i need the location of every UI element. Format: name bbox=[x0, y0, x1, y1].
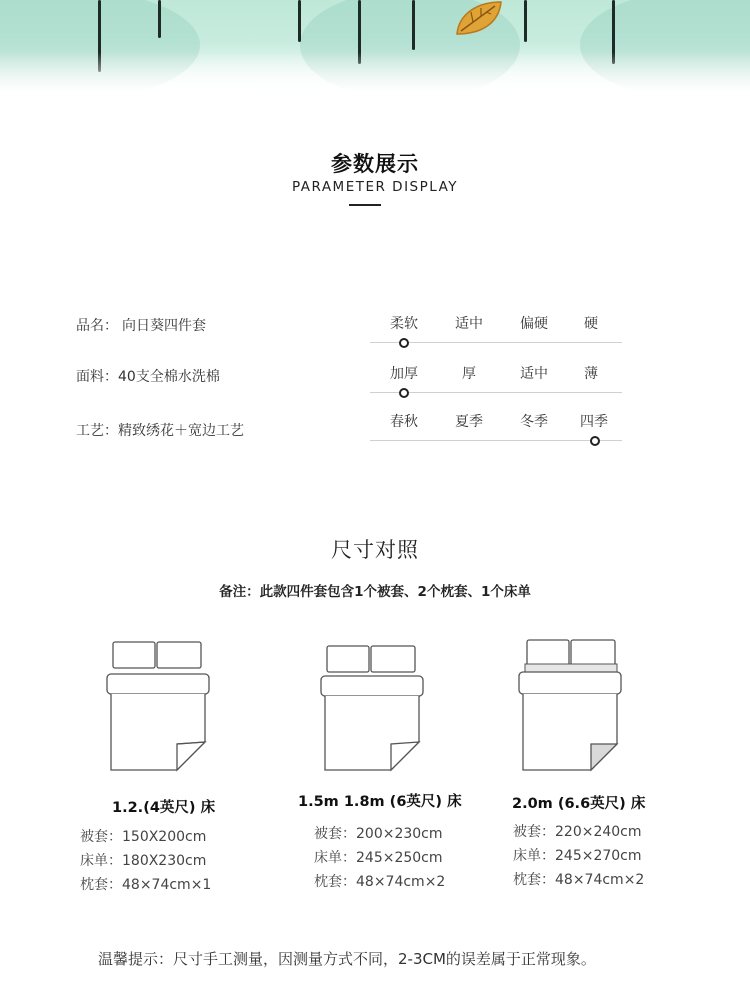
scale-option: 厚 bbox=[462, 366, 476, 382]
softness-scale bbox=[370, 313, 622, 343]
scale-option: 加厚 bbox=[390, 366, 418, 382]
sheet-size: 床单：245×250cm bbox=[314, 850, 443, 866]
sheet-size: 床单：245×270cm bbox=[513, 848, 642, 864]
bed-name-1-5-1-8: 1.5m 1.8m (6英尺) 床 bbox=[298, 794, 462, 810]
scale-option: 硬 bbox=[584, 316, 598, 332]
selected-dot-icon bbox=[399, 338, 409, 348]
pillowcase-size: 枕套：48×74cm×2 bbox=[314, 874, 446, 890]
thickness-scale bbox=[370, 363, 622, 393]
scale-option: 四季 bbox=[580, 414, 608, 430]
stripe-line bbox=[524, 0, 527, 42]
sheet-size: 床单：180X230cm bbox=[80, 853, 207, 869]
pillowcase-size: 枕套：48×74cm×2 bbox=[513, 872, 645, 888]
param-craft bbox=[76, 420, 244, 440]
param-label: 工艺： bbox=[76, 423, 118, 439]
param-value: 精致绣花＋宽边工艺 bbox=[118, 423, 244, 439]
duvet-size: 被套：150X200cm bbox=[80, 829, 207, 845]
scale-option: 冬季 bbox=[520, 414, 548, 430]
section-title-en: PARAMETER DISPLAY bbox=[291, 179, 459, 195]
section-title-cn: 参数展示 bbox=[331, 152, 419, 176]
bed-specs-1-2 bbox=[80, 825, 211, 897]
param-fabric bbox=[76, 366, 220, 386]
selected-dot-icon bbox=[590, 436, 600, 446]
param-value: 40支全棉水洗棉 bbox=[118, 369, 220, 385]
scale-option: 适中 bbox=[520, 366, 548, 382]
bed-2-0-icon bbox=[515, 636, 625, 774]
scale-option: 薄 bbox=[584, 366, 598, 382]
param-value: 向日葵四件套 bbox=[122, 318, 206, 334]
duvet-size: 被套：200×230cm bbox=[314, 826, 443, 842]
bed-specs-1-5-1-8 bbox=[314, 822, 445, 894]
scale-line bbox=[370, 440, 622, 441]
leaf-embroidery-icon bbox=[453, 0, 505, 36]
bed-name-1-2: 1.2.(4英尺) 床 bbox=[112, 800, 216, 816]
scale-option: 春秋 bbox=[390, 414, 418, 430]
bed-1-5-1-8-icon bbox=[317, 636, 427, 774]
param-product-name bbox=[76, 315, 206, 335]
pillowcase-size: 枕套：48×74cm×1 bbox=[80, 877, 212, 893]
title-underline bbox=[349, 204, 381, 206]
scale-option: 适中 bbox=[455, 316, 483, 332]
selected-dot-icon bbox=[399, 388, 409, 398]
bed-specs-2-0 bbox=[513, 820, 644, 892]
banner-fade bbox=[0, 52, 750, 92]
scale-option: 偏硬 bbox=[520, 316, 548, 332]
bed-1-2-icon bbox=[103, 636, 213, 774]
scale-option: 夏季 bbox=[455, 414, 483, 430]
param-label: 面料： bbox=[76, 369, 118, 385]
param-label: 品名： bbox=[76, 318, 118, 334]
duvet-size: 被套：220×240cm bbox=[513, 824, 642, 840]
scale-option: 柔软 bbox=[390, 316, 418, 332]
stripe-line bbox=[158, 0, 161, 38]
stripe-line bbox=[412, 0, 415, 50]
product-banner-image bbox=[0, 0, 750, 92]
season-scale bbox=[370, 411, 622, 441]
bed-name-2-0: 2.0m (6.6英尺) 床 bbox=[512, 796, 646, 812]
package-note: 备注：此款四件套包含1个被套、2个枕套、1个床单 bbox=[219, 584, 531, 600]
size-chart-title: 尺寸对照 bbox=[331, 538, 419, 562]
stripe-line bbox=[298, 0, 301, 42]
measurement-tip: 温馨提示：尺寸手工测量，因测量方式不同，2-3CM的误差属于正常现象。 bbox=[98, 950, 596, 968]
